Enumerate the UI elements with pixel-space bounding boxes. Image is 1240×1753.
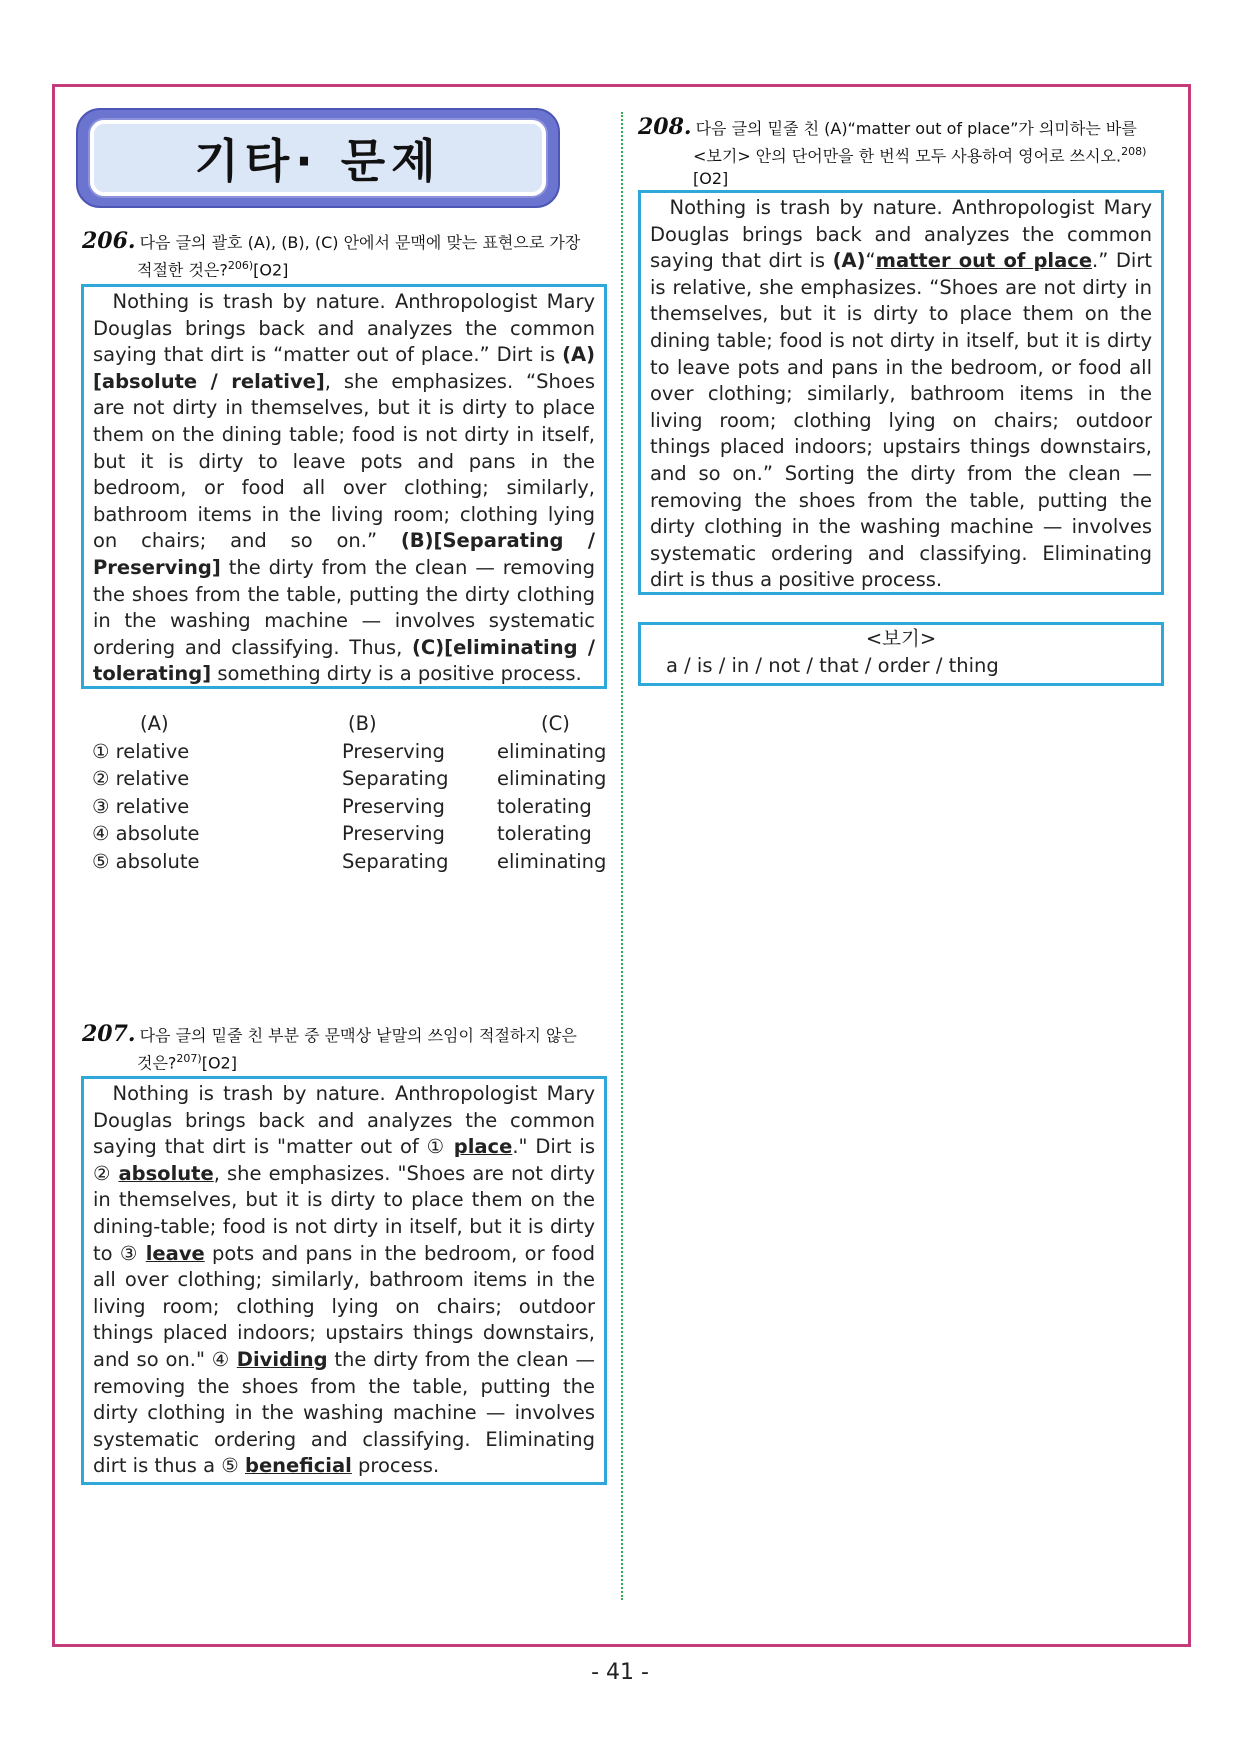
underlined-phrase: matter out of place — [875, 249, 1093, 273]
options-header: (A) (B) (C) — [140, 712, 570, 735]
underline-3: leave — [145, 1241, 205, 1265]
page-number: - 41 - — [591, 1660, 649, 1685]
question-number: 207. — [82, 1021, 136, 1047]
section-banner — [76, 108, 560, 208]
blank-a: (A)[absolute / relative] — [93, 343, 595, 393]
bogi-title: <보기> — [865, 627, 937, 650]
passage-207-box — [81, 1076, 607, 1485]
underline-2: absolute — [118, 1161, 214, 1185]
question-text: 다음 글의 밑줄 친 부분 중 문맥상 낱말의 쓰임이 적절하지 않은 — [139, 1026, 577, 1045]
answer-option-5[interactable]: ⑤ absolute Separating eliminating — [92, 849, 607, 873]
blank-c: (C)[eliminating / tolerating] — [93, 635, 595, 686]
question-206-header — [82, 230, 612, 281]
answer-options-206 — [92, 710, 612, 876]
question-text-cont: 적절한 것은? — [137, 260, 228, 280]
question-code: [O2] — [253, 260, 289, 280]
bogi-words: a / is / in / not / that / order / thing — [666, 654, 999, 677]
section-title: 기타· 문제 — [194, 134, 442, 188]
footnote-ref: 206) — [227, 259, 254, 272]
column-divider — [621, 112, 623, 1600]
underline-5: beneficial — [244, 1454, 352, 1478]
footnote-ref: 207) — [176, 1052, 202, 1065]
passage-208: Nothing is trash by nature. Anthropologist Mary Douglas brings back and analyzes the common saying that dirt is (A)“matter out of place.” Dirt is relative, she emphasizes. “Shoes are not dirty in themselves, but it is dirty to place them on the dining table; food is not dirty in itself, but it is dirty to leave pots and pans in the bedroom, or food all over clothing; similarly, bathroom items in the living room; clothing lying on chairs; outdoor things placed indoors; upstairs things downstairs, and so on.” Sorting the dirty from the clean — removing the shoes from the table, putting the dirty clothing in the washing machine — involves systematic ordering and classifying. Eliminating dirt is thus a positive process. — [650, 196, 1152, 592]
question-text: 다음 글의 괄호 (A), (B), (C) 안에서 문맥에 맞는 표현으로 가장 — [139, 233, 581, 252]
question-number: 206. — [82, 228, 136, 254]
question-208-header — [638, 116, 1168, 190]
answer-option-2[interactable]: ② relative Separating eliminating — [92, 767, 607, 791]
section-banner-inner — [90, 120, 546, 196]
question-number: 208. — [638, 114, 692, 140]
underline-4: Dividing — [236, 1347, 328, 1371]
answer-option-3[interactable]: ③ relative Preserving tolerating — [92, 794, 592, 818]
question-code: [O2] — [201, 1053, 237, 1073]
question-code: [O2] — [693, 169, 729, 189]
bogi-box — [638, 622, 1164, 686]
passage-208-box — [638, 190, 1164, 595]
passage-206: Nothing is trash by nature. Anthropologist Mary Douglas brings back and analyzes the common saying that dirt is “matter out of place.” Dirt is (A)[absolute / relative], she emphasizes. “Shoes are not dirty in themselves, but it is dirty to place them on the dining table; food is not dirty in itself, but it is dirty to leave pots and pans in the bedroom, or food all over clothing; similarly, bathroom items in the living room; clothing lying on chairs; and so on.” (B)[Separating / Preserving] the dirty from the clean — removing the shoes from the table, putting the dirty clothing in the washing machine — involves systematic ordering and classifying. Thus, (C)[eliminating / tolerating] something dirty is a positive process. — [93, 290, 595, 686]
passage-206-box — [81, 284, 607, 689]
underline-1: place — [453, 1135, 513, 1159]
question-text-cont: 것은? — [137, 1053, 177, 1073]
answer-option-4[interactable]: ④ absolute Preserving tolerating — [92, 822, 592, 846]
footnote-ref: 208) — [1121, 145, 1147, 158]
question-207-header — [82, 1023, 612, 1074]
label-a: (A) — [832, 249, 866, 273]
blank-b: (B)[Separating / Preserving] — [93, 529, 595, 579]
answer-option-1[interactable]: ① relative Preserving eliminating — [92, 739, 607, 763]
question-text: 다음 글의 밑줄 친 (A)“matter out of place”가 의미하는 바를 — [695, 119, 1137, 138]
question-text-cont: <보기> 안의 단어만을 한 번씩 모두 사용하여 영어로 쓰시오. — [693, 146, 1122, 166]
passage-207: Nothing is trash by nature. Anthropologist Mary Douglas brings back and analyzes the common saying that dirt is "matter out of ① place." Dirt is ② absolute, she emphasizes. "Shoes are not dirty in themselves, but it is dirty to place them on the dining-table; food is not dirty in itself, but it is dirty to ③ leave pots and pans in the bedroom, or food all over clothing; similarly, bathroom items in the living room; clothing lying on chairs; outdoor things placed indoors; upstairs things downstairs, and so on." ④ Dividing the dirty from the clean — removing the shoes from the table, putting the dirty clothing in the washing machine — involves systematic ordering and classifying. Eliminating dirt is thus a ⑤ beneficial process. — [93, 1082, 595, 1478]
